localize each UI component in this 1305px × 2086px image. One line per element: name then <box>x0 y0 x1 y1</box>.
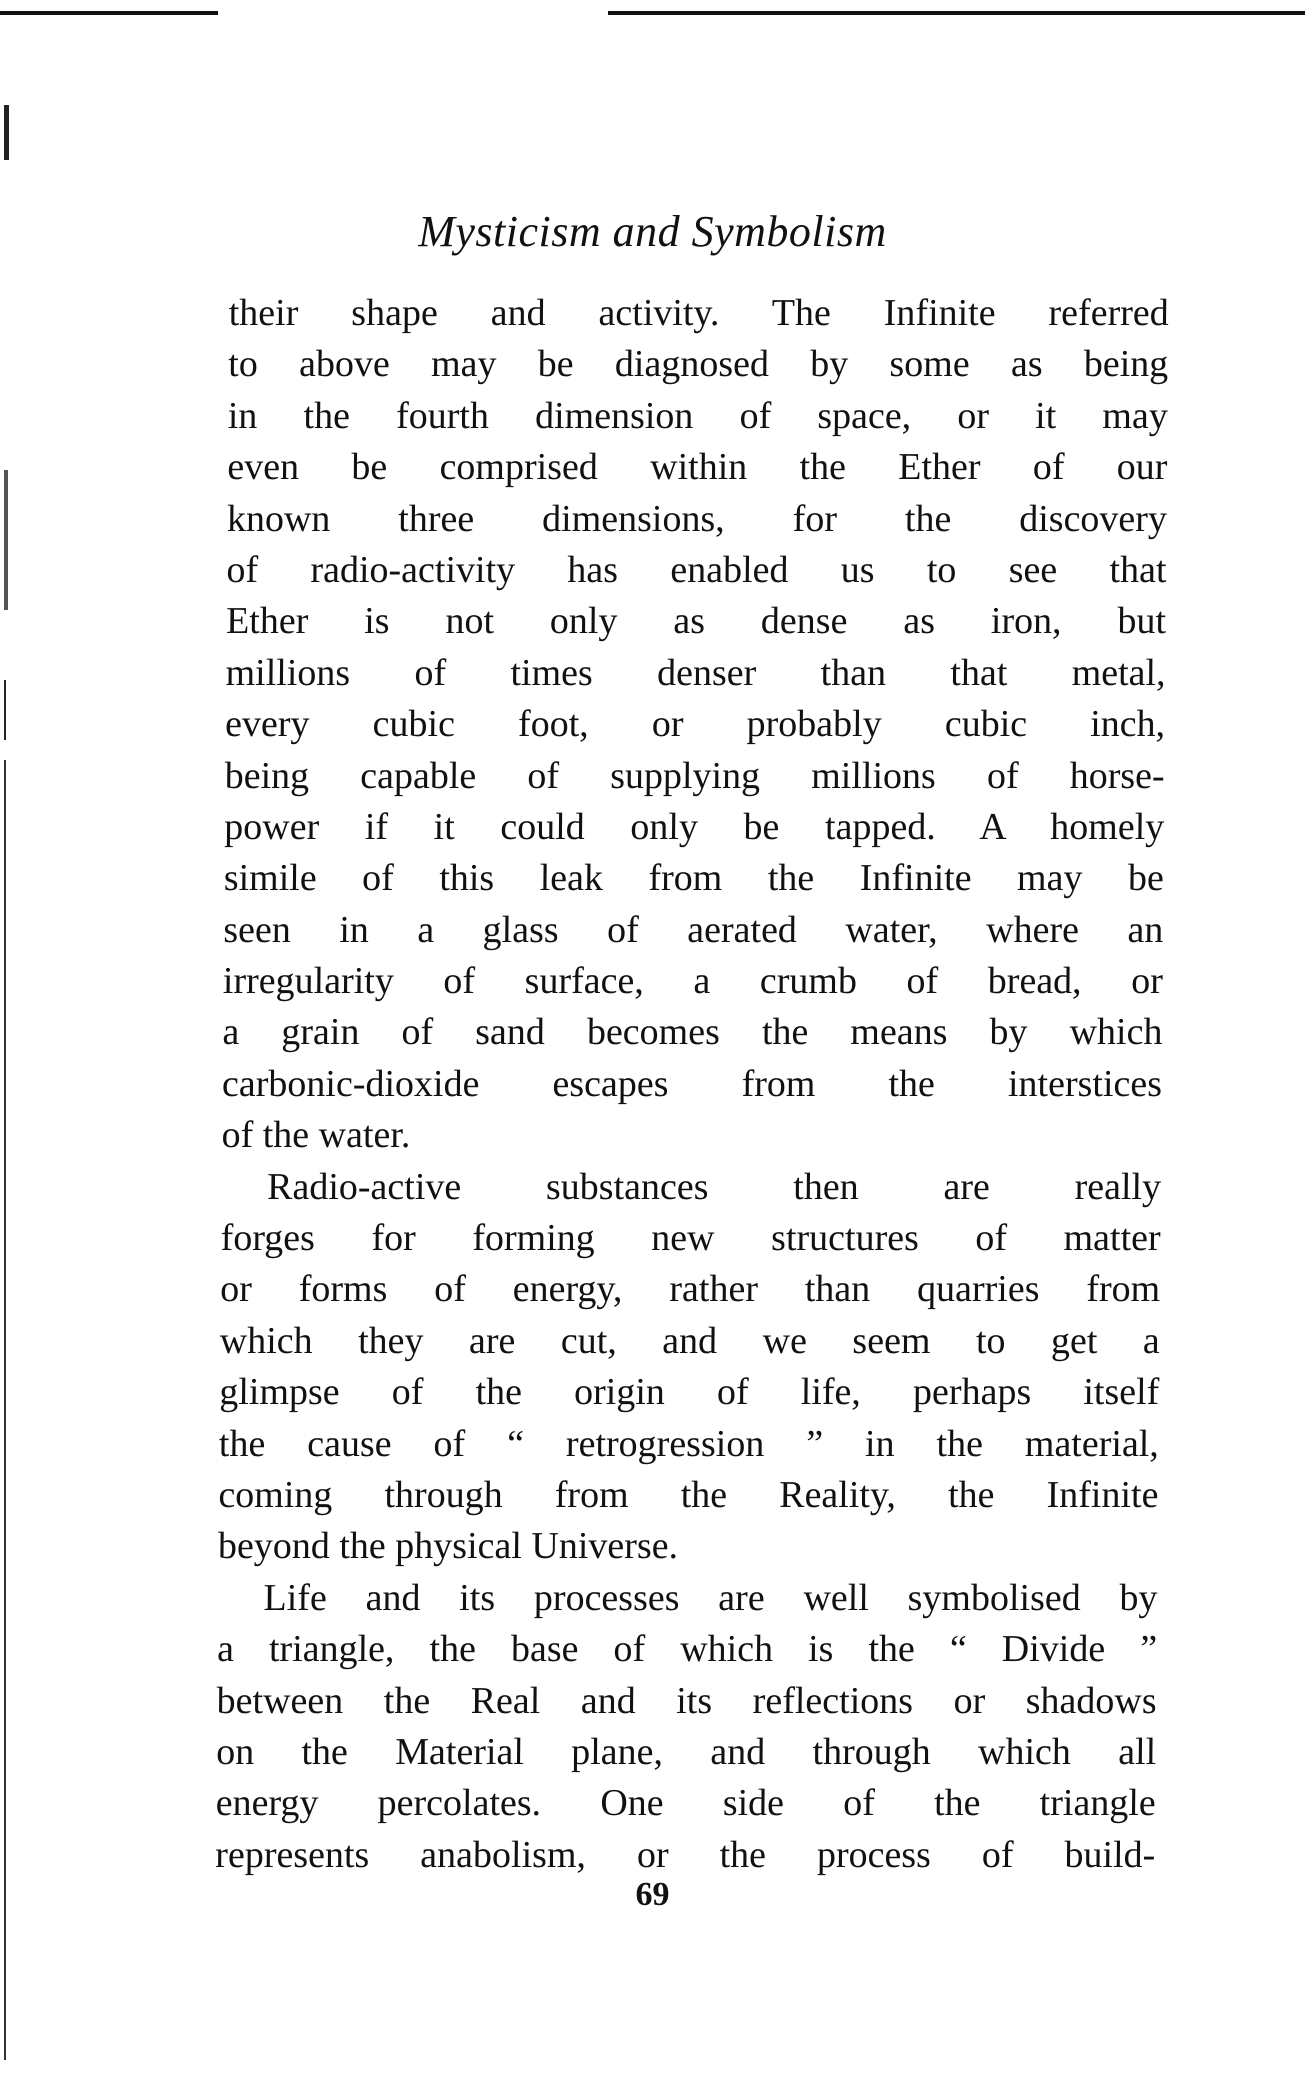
top-rule-right <box>608 11 1305 15</box>
text-line: on the Material plane, and through which all <box>215 1730 1157 1773</box>
text-line: the cause of “ retrogression ” in the material, <box>218 1422 1160 1465</box>
top-rule-left <box>0 11 218 15</box>
text-line: forges for forming new structures of matter <box>220 1217 1161 1260</box>
text-line: a grain of sand becomes the means by which <box>222 1011 1163 1054</box>
paragraph <box>221 288 1169 1162</box>
text-line: their shape and activity. The Infinite referred <box>228 292 1169 334</box>
text-line: energy percolates. One side of the triangle <box>215 1782 1156 1825</box>
body-text <box>215 288 1169 1881</box>
text-line: carbonic-dioxide escapes from the interstices <box>221 1062 1163 1105</box>
text-line: represents anabolism, or the process of build- <box>215 1833 1156 1876</box>
text-line: irregularity of surface, a crumb of bread, or <box>222 960 1164 1003</box>
text-line: every cubic foot, or probably cubic inch, <box>224 703 1166 746</box>
text-line: Radio-active substances then are really <box>266 1165 1162 1208</box>
running-title: Mysticism and Symbolism <box>418 207 887 256</box>
text-line: a triangle, the base of which is the “ Divide ” <box>216 1628 1158 1671</box>
text-line: beyond the physical Universe. <box>217 1525 679 1568</box>
text-line: power if it could only be tapped. A homely <box>224 805 1165 848</box>
text-line: or forms of energy, rather than quarries from <box>220 1268 1161 1311</box>
page-number: 69 <box>635 1876 670 1913</box>
text-line: even be comprised within the Ether of our <box>227 446 1168 489</box>
text-line: coming through from the Reality, the Infinite <box>218 1473 1159 1516</box>
text-line: to above may be diagnosed by some as being <box>228 343 1169 386</box>
text-line: in the fourth dimension of space, or it may <box>227 394 1169 437</box>
text-line: Life and its processes are well symbolised by <box>263 1576 1158 1619</box>
paragraph <box>215 1573 1158 1881</box>
text-line: millions of times denser than that metal, <box>225 651 1166 694</box>
margin-mark <box>4 470 8 610</box>
text-line: simile of this leak from the Infinite may be <box>223 857 1164 900</box>
paragraph <box>218 1162 1162 1573</box>
text-line: of the water. <box>221 1114 411 1157</box>
text-line: known three dimensions, for the discovery <box>226 497 1168 540</box>
text-line: Ether is not only as dense as iron, but <box>225 600 1167 643</box>
text-line: seen in a glass of aerated water, where an <box>223 908 1164 951</box>
text-line: glimpse of the origin of life, perhaps itself <box>219 1371 1160 1414</box>
text-line: which they are cut, and we seem to get a <box>219 1319 1160 1362</box>
margin-mark <box>4 680 6 740</box>
margin-mark <box>4 760 6 2060</box>
text-line: of radio-activity has enabled us to see that <box>226 548 1167 591</box>
text-line: between the Real and its reflections or shadows <box>216 1679 1157 1722</box>
margin-mark <box>4 105 9 160</box>
text-line: being capable of supplying millions of horse- <box>224 754 1165 797</box>
